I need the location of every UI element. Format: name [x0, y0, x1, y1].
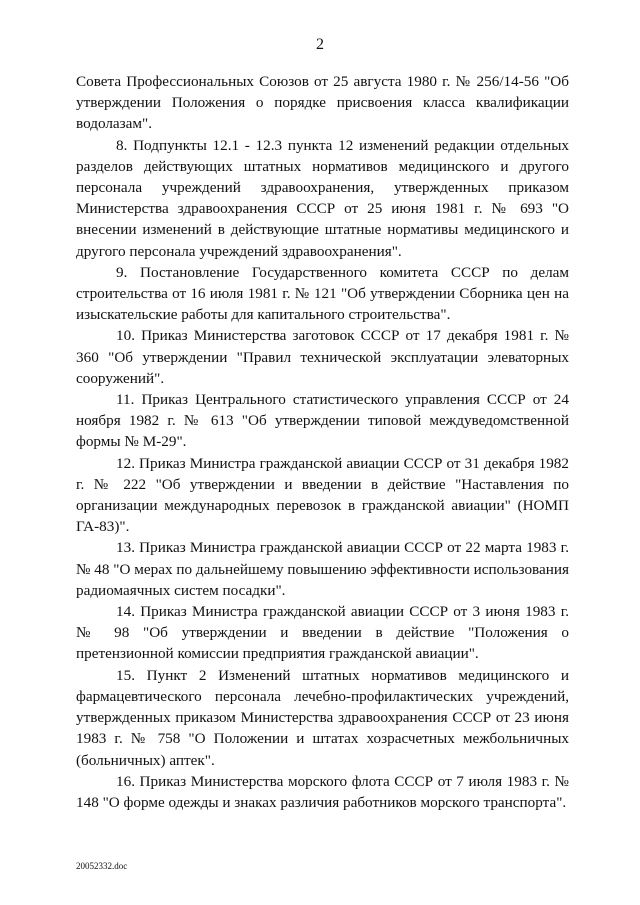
list-item-15: 15. Пункт 2 Изменений штатных нормативов медицинского и фармацевтического персонала лечебно-профилактических учреждений, утвержденных приказом Министерства здравоохранения СССР от 23 июня 1983 г. № 758 "О Положении и штатах хозрасчетных межбольничных (больничных) аптек".	[76, 666, 569, 769]
list-item-13: 13. Приказ Министра гражданской авиации СССР от 22 марта 1983 г. № 48 "О мерах по дальнейшему повышению эффективности использования радиомаячных систем посадки".	[76, 539, 569, 599]
document-body	[76, 71, 569, 813]
list-item-12: 12. Приказ Министра гражданской авиации СССР от 31 декабря 1982 г. № 222 "Об утверждении и введении в действие "Наставления по организации международных перевозок в гражданской авиации" (НОМП ГА-83)".	[76, 454, 569, 536]
paragraph-continuation: Совета Профессиональных Союзов от 25 августа 1980 г. № 256/14-56 "Об утверждении Положения о порядке присвоения класса квалификации водолазам".	[76, 73, 569, 133]
page-number: 2	[316, 36, 324, 53]
list-item-10: 10. Приказ Министерства заготовок СССР от 17 декабря 1981 г. № 360 "Об утверждении "Правил технической эксплуатации элеваторных сооружений".	[76, 327, 569, 387]
footer-filename: 20052332.doc	[76, 861, 128, 871]
list-item-16: 16. Приказ Министерства морского флота СССР от 7 июля 1983 г. № 148 "О форме одежды и знаках различия работников морского транспорта".	[76, 772, 569, 811]
list-item-11: 11. Приказ Центрального статистического управления СССР от 24 ноября 1982 г. № 613 "Об утверждении типовой междуведомственной формы № М-29".	[76, 391, 569, 451]
list-item-8: 8. Подпункты 12.1 - 12.3 пункта 12 изменений редакции отдельных разделов действующих штатных нормативов медицинского и другого персонала учреждений здравоохранения, утвержденных приказом Министерства здравоохранения СССР от 25 июня 1981 г. № 693 "О внесении изменений в действующие штатные нормативы медицинского и другого персонала учреждений здравоохранения".	[76, 136, 569, 260]
list-item-9: 9. Постановление Государственного комитета СССР по делам строительства от 16 июля 1981 г. № 121 "Об утверждении Сборника цен на изыскательские работы для капитального строительства".	[76, 263, 569, 324]
list-item-14: 14. Приказ Министра гражданской авиации СССР от 3 июня 1983 г. № 98 "Об утверждении и введении в действие "Положения о претензионной комиссии предприятия гражданской авиации".	[76, 603, 569, 663]
